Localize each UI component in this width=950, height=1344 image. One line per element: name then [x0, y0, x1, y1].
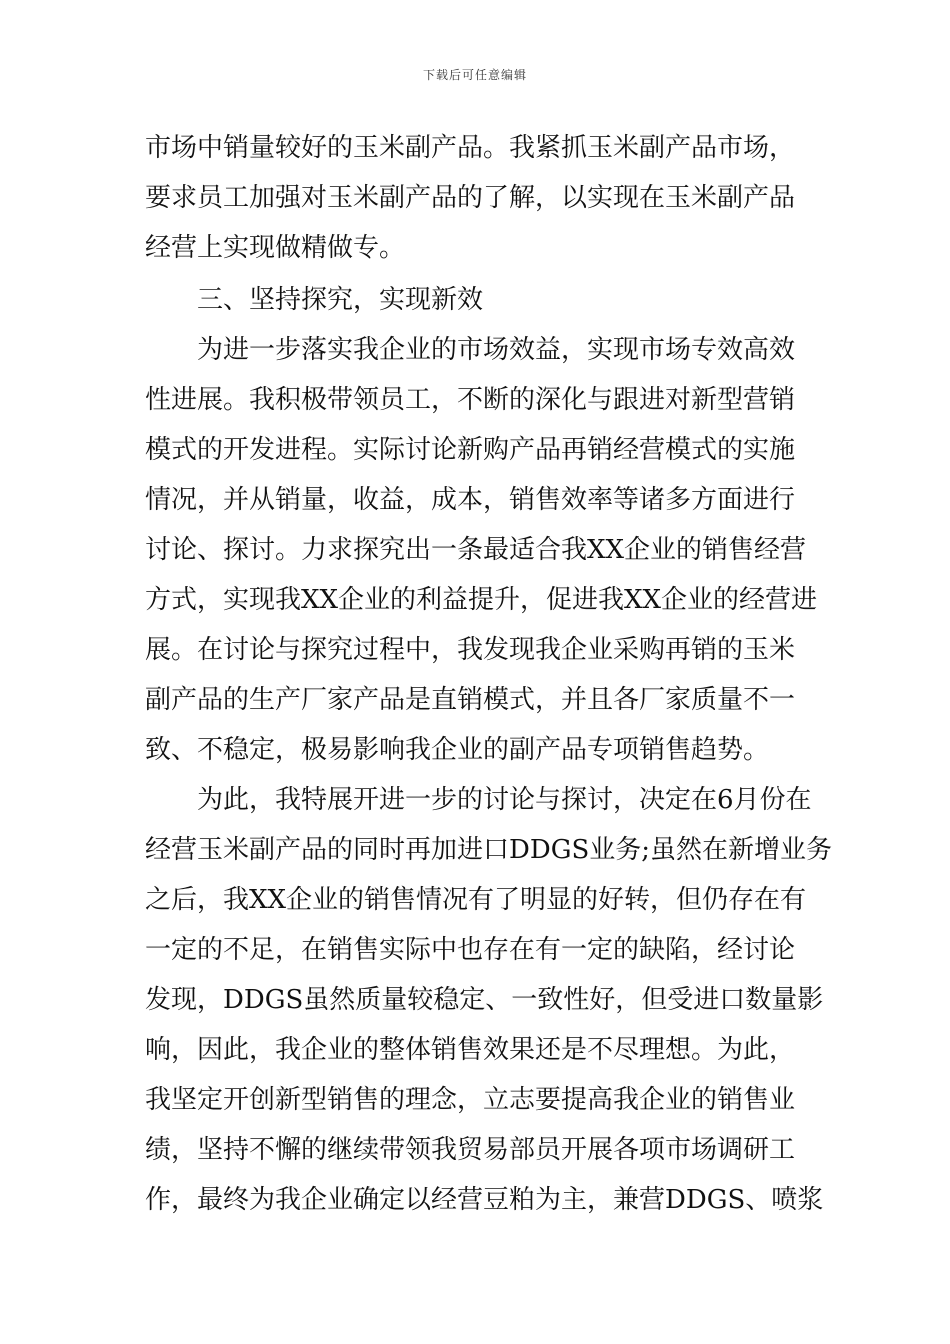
section-heading: 三、坚持探究，实现新效: [197, 285, 484, 315]
page-header: 下载后可任意编辑: [422, 68, 527, 82]
text-line: 致、不稳定，极易影响我企业的副产品专项销售趋势。: [145, 735, 770, 765]
text-line: 要求员工加强对玉米副产品的了解，以实现在玉米副产品: [145, 183, 796, 213]
text-line: 绩，坚持不懈的继续带领我贸易部员开展各项市场调研工: [145, 1135, 796, 1165]
text-line: 为进一步落实我企业的市场效益，实现市场专效高效: [197, 335, 796, 365]
text-line: 经营上实现做精做专。: [145, 233, 406, 263]
text-line: 发现，DDGS虽然质量较稳定、一致性好，但受进口数量影: [145, 985, 824, 1015]
text-line: 之后，我XX企业的销售情况有了明显的好转，但仍存在有: [145, 885, 807, 915]
text-line: 情况，并从销量，收益，成本，销售效率等诸多方面进行: [145, 485, 796, 515]
text-line: 一定的不足，在销售实际中也存在有一定的缺陷，经讨论: [145, 935, 796, 965]
text-line: 展。在讨论与探究过程中，我发现我企业采购再销的玉米: [145, 635, 796, 665]
text-line: 方式，实现我XX企业的利益提升，促进我XX企业的经营进: [145, 585, 818, 615]
text-line: 市场中销量较好的玉米副产品。我紧抓玉米副产品市场，: [145, 133, 796, 163]
text-line: 为此，我特展开进一步的讨论与探讨，决定在6月份在: [197, 785, 812, 815]
text-line: 响，因此，我企业的整体销售效果还是不尽理想。为此，: [145, 1035, 796, 1065]
text-line: 性进展。我积极带领员工，不断的深化与跟进对新型营销: [145, 385, 796, 415]
text-line: 我坚定开创新型销售的理念，立志要提高我企业的销售业: [145, 1085, 796, 1115]
text-line: 模式的开发进程。实际讨论新购产品再销经营模式的实施: [145, 435, 796, 465]
text-line: 作，最终为我企业确定以经营豆粕为主，兼营DDGS、喷浆: [145, 1185, 824, 1215]
text-line: 副产品的生产厂家产品是直销模式，并且各厂家质量不一: [145, 685, 796, 715]
text-line: 经营玉米副产品的同时再加进口DDGS业务;虽然在新增业务: [145, 835, 833, 865]
text-line: 讨论、探讨。力求探究出一条最适合我XX企业的销售经营: [145, 535, 807, 565]
